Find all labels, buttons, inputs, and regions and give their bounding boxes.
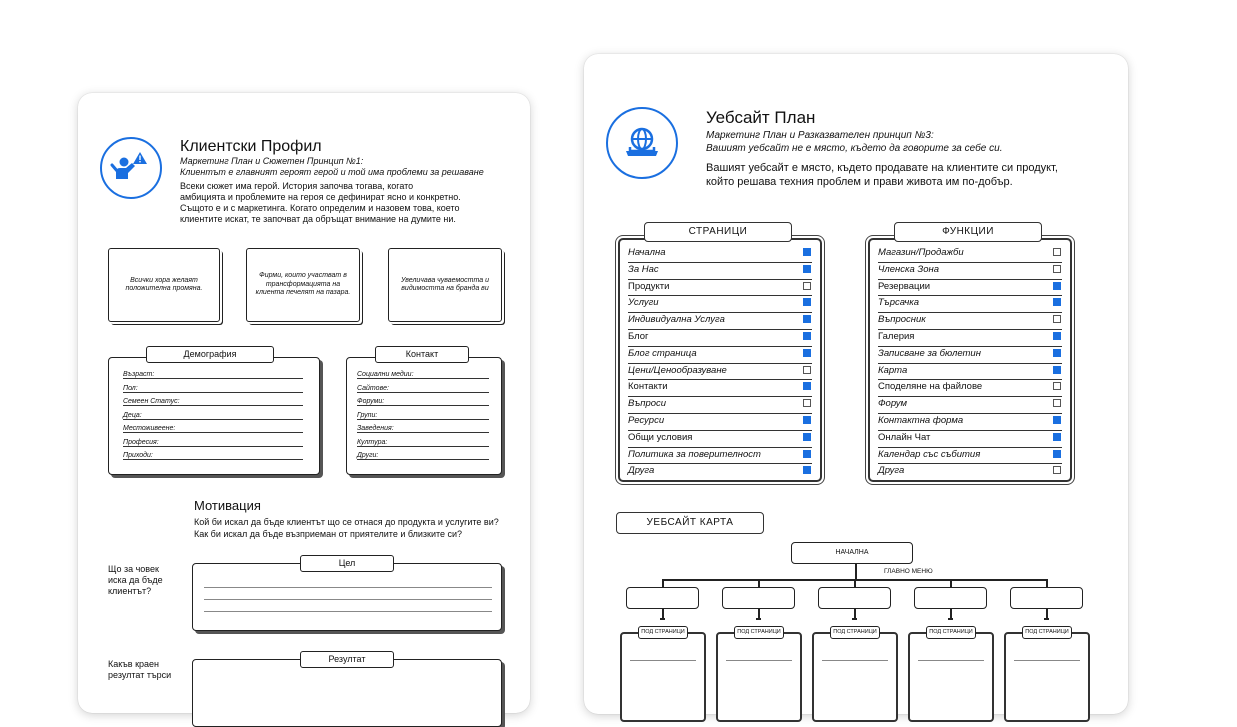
result-question: резултат търси bbox=[108, 670, 172, 680]
sitemap-menu-box bbox=[818, 587, 891, 609]
contact-field: Социални медии: bbox=[357, 371, 489, 379]
features-checkbox[interactable] bbox=[1053, 349, 1061, 357]
client-profile-body-line: Същото е и с маркетинга. Когато определим и назовем това, което bbox=[180, 203, 460, 213]
pages-item[interactable] bbox=[628, 431, 812, 448]
sitemap-sub-label: ПОД СТРАНИЦИ bbox=[638, 626, 688, 639]
contact-field: Култура: bbox=[357, 439, 489, 447]
sitemap-connector bbox=[950, 579, 952, 587]
pages-item[interactable] bbox=[628, 347, 812, 364]
website-plan-body-line: който решава техния проблем и прави живота им по-добър. bbox=[706, 176, 1013, 188]
sitemap-card-line bbox=[726, 660, 792, 661]
features-checkbox[interactable] bbox=[1053, 332, 1061, 340]
sitemap-sub-card bbox=[812, 632, 898, 722]
goal-line bbox=[204, 587, 492, 588]
goal-line bbox=[204, 611, 492, 612]
pages-item[interactable] bbox=[628, 330, 812, 347]
website-plan-sheet bbox=[584, 54, 1128, 714]
hero-card: Фирми, които участват в трансформацията на клиента печелят на пазара. bbox=[246, 248, 360, 322]
sitemap-arrow bbox=[660, 618, 665, 620]
client-profile-title: Клиентски Профил bbox=[180, 138, 322, 155]
sitemap-connector bbox=[662, 579, 664, 587]
sitemap-menu-box bbox=[914, 587, 987, 609]
sitemap-menu-box bbox=[1010, 587, 1083, 609]
website-plan-body-line: Вашият уебсайт е място, където продавате на клиентите си продукт, bbox=[706, 162, 1058, 174]
features-item[interactable] bbox=[878, 246, 1062, 263]
pages-checkbox[interactable] bbox=[803, 416, 811, 424]
pages-item-label: Въпроси bbox=[628, 398, 667, 410]
client-profile-body-line: клиентите искат, те започват да обръщат внимание на думите ни. bbox=[180, 214, 456, 224]
contact-field: Други: bbox=[357, 452, 489, 460]
features-item[interactable] bbox=[878, 431, 1062, 448]
goal-question: иска да бъде bbox=[108, 575, 163, 585]
client-profile-icon bbox=[100, 137, 162, 199]
features-item-label: Онлайн Чат bbox=[878, 431, 931, 443]
features-checkbox[interactable] bbox=[1053, 298, 1061, 306]
client-profile-body-line: амбицията и проблемите на героя се дефинират ясно и конкретно. bbox=[180, 192, 461, 202]
client-profile-sheet bbox=[78, 93, 530, 713]
features-item-label: Форум bbox=[878, 398, 908, 410]
goal-line bbox=[204, 599, 492, 600]
sitemap-arrow bbox=[852, 618, 857, 620]
sitemap-menu-box bbox=[722, 587, 795, 609]
sitemap-sub-card bbox=[908, 632, 994, 722]
demographics-field: Професия: bbox=[123, 439, 303, 447]
goal-question: клиентът? bbox=[108, 586, 152, 596]
contact-field: Заведения: bbox=[357, 425, 489, 433]
features-checkbox[interactable] bbox=[1053, 248, 1061, 256]
sitemap-connector bbox=[758, 579, 760, 587]
client-profile-subtitle-1: Маркетинг План и Сюжетен Принцип №1: bbox=[180, 156, 364, 166]
sitemap-title: УЕБСАЙТ КАРТА bbox=[616, 512, 764, 534]
demographics-field: Приходи: bbox=[123, 452, 303, 460]
pages-checkbox[interactable] bbox=[803, 382, 811, 390]
pages-checkbox[interactable] bbox=[803, 332, 811, 340]
sitemap-card-line bbox=[630, 660, 696, 661]
sitemap-connector bbox=[855, 564, 857, 580]
demographics-field: Деца: bbox=[123, 412, 303, 420]
hero-card: Всички хора желаят положителна промяна. bbox=[108, 248, 220, 322]
website-plan-icon bbox=[606, 107, 678, 179]
features-item-label: Търсачка bbox=[878, 297, 920, 309]
features-checkbox[interactable] bbox=[1053, 399, 1061, 407]
features-item-label: Членска Зона bbox=[878, 263, 940, 275]
sitemap-arrow bbox=[756, 618, 761, 620]
features-checkbox[interactable] bbox=[1053, 282, 1061, 290]
features-checkbox[interactable] bbox=[1053, 382, 1061, 390]
pages-item-label: Цени/Ценообразуване bbox=[628, 364, 727, 376]
motivation-line: Как би искал да бъде възприеман от приятелите и близките си? bbox=[194, 529, 463, 539]
pages-checkbox[interactable] bbox=[803, 366, 811, 374]
website-plan-title: Уебсайт План bbox=[706, 108, 816, 127]
pages-item-label: Индивидуална Услуга bbox=[628, 314, 725, 326]
features-item[interactable] bbox=[878, 448, 1062, 465]
features-item[interactable] bbox=[878, 414, 1062, 431]
pages-item-label: Контакти bbox=[628, 381, 668, 393]
pages-checkbox[interactable] bbox=[803, 433, 811, 441]
pages-item[interactable] bbox=[628, 313, 812, 330]
result-tab: Резултат bbox=[300, 651, 394, 668]
sitemap-connector bbox=[854, 579, 856, 587]
sitemap-menu-box bbox=[626, 587, 699, 609]
pages-item[interactable] bbox=[628, 263, 812, 280]
features-item[interactable] bbox=[878, 280, 1062, 297]
pages-item-label: Общи условия bbox=[628, 431, 693, 443]
features-item-label: Споделяне на файлове bbox=[878, 381, 983, 393]
pages-item[interactable] bbox=[628, 364, 812, 381]
pages-checkbox[interactable] bbox=[803, 466, 811, 474]
features-checkbox[interactable] bbox=[1053, 366, 1061, 374]
hero-card: Увеличава чуваемостта и видимостта на бранда ви bbox=[388, 248, 502, 322]
pages-checkbox[interactable] bbox=[803, 265, 811, 273]
pages-item-label: Блог страница bbox=[628, 347, 697, 359]
sitemap-sub-label: ПОД СТРАНИЦИ bbox=[734, 626, 784, 639]
features-item[interactable] bbox=[878, 347, 1062, 364]
features-item-label: Календар със събития bbox=[878, 448, 981, 460]
pages-item-label: Услуги bbox=[628, 297, 659, 309]
sitemap-card-line bbox=[918, 660, 984, 661]
features-item[interactable] bbox=[878, 296, 1062, 313]
sitemap-sub-label: ПОД СТРАНИЦИ bbox=[926, 626, 976, 639]
pages-item[interactable] bbox=[628, 397, 812, 414]
result-question: Какъв краен bbox=[108, 659, 160, 669]
pages-item[interactable] bbox=[628, 280, 812, 297]
pages-checkbox[interactable] bbox=[803, 282, 811, 290]
pages-checkbox[interactable] bbox=[803, 315, 811, 323]
features-checkbox[interactable] bbox=[1053, 450, 1061, 458]
features-item-label: Карта bbox=[878, 364, 908, 376]
features-item-label: Въпросник bbox=[878, 314, 926, 326]
demographics-field: Местоживеене: bbox=[123, 425, 303, 433]
result-box bbox=[192, 659, 502, 727]
features-item[interactable] bbox=[878, 364, 1062, 381]
features-checkbox[interactable] bbox=[1053, 433, 1061, 441]
sitemap-arrow bbox=[948, 618, 953, 620]
sitemap-sub-card bbox=[620, 632, 706, 722]
sitemap-sub-card bbox=[1004, 632, 1090, 722]
goal-box bbox=[192, 563, 502, 631]
pages-item-label: За Нас bbox=[628, 263, 659, 275]
features-checkbox[interactable] bbox=[1053, 416, 1061, 424]
sitemap-sub-label: ПОД СТРАНИЦИ bbox=[1022, 626, 1072, 639]
website-plan-subtitle-1: Маркетинг План и Разказвателен принцип №3: bbox=[706, 130, 934, 141]
sitemap-root bbox=[791, 542, 913, 564]
features-item-label: Галерия bbox=[878, 331, 915, 342]
demographics-title: Демография bbox=[146, 346, 274, 363]
pages-checkbox[interactable] bbox=[803, 298, 811, 306]
pages-item[interactable] bbox=[628, 464, 812, 481]
features-item-label: Контактна форма bbox=[878, 415, 964, 426]
features-item[interactable] bbox=[878, 380, 1062, 397]
pages-checkbox[interactable] bbox=[803, 450, 811, 458]
pages-item-label: Политика за поверителност bbox=[628, 448, 761, 460]
sitemap-root-label: НАЧАЛНА bbox=[835, 549, 869, 556]
features-checkbox[interactable] bbox=[1053, 265, 1061, 273]
demographics-field: Пол: bbox=[123, 385, 303, 393]
pages-item[interactable] bbox=[628, 246, 812, 263]
features-checkbox[interactable] bbox=[1053, 315, 1061, 323]
pages-item-label: Начална bbox=[628, 247, 666, 258]
sitemap-connector bbox=[1046, 579, 1048, 587]
sitemap-arrow bbox=[1044, 618, 1049, 620]
features-item[interactable] bbox=[878, 330, 1062, 347]
features-item-label: Магазин/Продажби bbox=[878, 247, 964, 258]
features-checkbox[interactable] bbox=[1053, 466, 1061, 474]
sitemap-card-line bbox=[822, 660, 888, 661]
pages-checkbox[interactable] bbox=[803, 399, 811, 407]
contact-field: Сайтове: bbox=[357, 385, 489, 393]
pages-item[interactable] bbox=[628, 448, 812, 465]
pages-item-label: Блог bbox=[628, 331, 649, 342]
demographics-field: Семеен Статус: bbox=[123, 398, 303, 406]
pages-item-label: Друга bbox=[628, 465, 655, 477]
pages-list bbox=[618, 238, 822, 482]
pages-list-title: СТРАНИЦИ bbox=[644, 222, 792, 242]
contact-field: Групи: bbox=[357, 412, 489, 420]
features-item[interactable] bbox=[878, 313, 1062, 330]
features-item[interactable] bbox=[878, 263, 1062, 280]
features-list-title: ФУНКЦИИ bbox=[894, 222, 1042, 242]
contact-field: Форуми: bbox=[357, 398, 489, 406]
contact-title: Контакт bbox=[375, 346, 469, 363]
client-profile-body-line: Всеки сюжет има герой. История започва тогава, когато bbox=[180, 181, 414, 191]
client-profile-subtitle-2: Клиентът е главният героят герой и той има проблеми за решаване bbox=[180, 167, 484, 177]
pages-checkbox[interactable] bbox=[803, 248, 811, 256]
features-item-label: Резервации bbox=[878, 280, 931, 292]
features-item-label: Друга bbox=[878, 465, 905, 477]
goal-question: Що за човек bbox=[108, 564, 159, 574]
features-list bbox=[868, 238, 1072, 482]
sitemap-menu-label: ГЛАВНО МЕНЮ bbox=[884, 568, 933, 575]
goal-tab: Цел bbox=[300, 555, 394, 572]
sitemap-sub-card bbox=[716, 632, 802, 722]
pages-item[interactable] bbox=[628, 296, 812, 313]
pages-item-label: Ресурси bbox=[628, 415, 665, 426]
features-item[interactable] bbox=[878, 464, 1062, 481]
pages-item[interactable] bbox=[628, 414, 812, 431]
sitemap-card-line bbox=[1014, 660, 1080, 661]
website-plan-subtitle-2: Вашият уебсайт не е място, където да говорите за себе си. bbox=[706, 143, 1003, 154]
sitemap-sub-label: ПОД СТРАНИЦИ bbox=[830, 626, 880, 639]
motivation-title: Мотивация bbox=[194, 498, 261, 513]
pages-item[interactable] bbox=[628, 380, 812, 397]
pages-checkbox[interactable] bbox=[803, 349, 811, 357]
features-item-label: Записване за бюлетин bbox=[878, 347, 981, 359]
motivation-line: Кой би искал да бъде клиентът що се отнася до продукта и услугите ви? bbox=[194, 517, 499, 527]
demographics-field: Възраст: bbox=[123, 371, 303, 379]
pages-item-label: Продукти bbox=[628, 280, 670, 292]
features-item[interactable] bbox=[878, 397, 1062, 414]
